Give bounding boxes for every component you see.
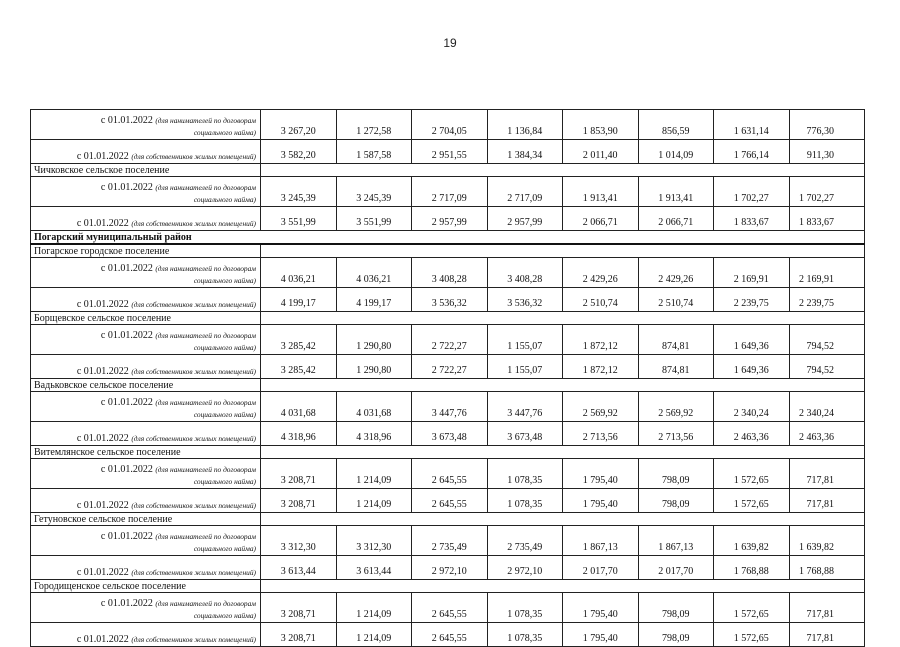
tariff-value-cell: 2 011,40	[563, 140, 639, 164]
row-label-line2	[35, 342, 256, 354]
tariff-value-cell: 1 572,65	[714, 623, 790, 647]
row-label-date: с 01.01.2022	[76, 433, 129, 444]
tariff-value-cell: 1 078,35	[487, 623, 563, 647]
tariff-value-cell: 1 639,82	[714, 526, 790, 556]
tariff-value-cell: 1 136,84	[487, 110, 563, 140]
settlement-row	[31, 312, 865, 325]
row-label-note: (для собственников жилых помещений)	[131, 152, 256, 161]
tariff-row-tenant	[31, 526, 865, 556]
tariff-value-cell: 3 245,39	[261, 177, 337, 207]
tariff-value-cell: 3 613,44	[261, 556, 337, 580]
row-label	[31, 288, 261, 312]
tariff-value-cell: 1 795,40	[563, 623, 639, 647]
row-label	[31, 556, 261, 580]
tariff-value-cell: 1 572,65	[714, 459, 790, 489]
tariff-value-cell: 1 833,67	[789, 207, 865, 231]
row-label-line1	[35, 182, 256, 194]
row-label-date: с 01.01.2022	[76, 567, 129, 578]
settlement-row-blank	[261, 164, 865, 177]
tariff-table-body	[31, 110, 865, 647]
tariff-row-owner	[31, 207, 865, 231]
tariff-value-cell: 2 066,71	[563, 207, 639, 231]
settlement-row-blank	[261, 244, 865, 258]
tariff-value-cell: 4 199,17	[336, 288, 412, 312]
tariff-value-cell: 2 569,92	[638, 392, 714, 422]
tariff-row-owner	[31, 489, 865, 513]
tariff-value-cell: 1 078,35	[487, 459, 563, 489]
tariff-value-cell: 1 214,09	[336, 489, 412, 513]
tariff-value-cell: 874,81	[638, 325, 714, 355]
tariff-value-cell: 2 957,99	[487, 207, 563, 231]
row-label-line1	[35, 330, 256, 342]
row-label-line1	[35, 263, 256, 275]
tariff-value-cell: 2 972,10	[487, 556, 563, 580]
row-label-note: социального найма)	[193, 195, 256, 204]
row-label-note: (для собственников жилых помещений)	[131, 434, 256, 443]
row-label-note: (для нанимателей по договорам	[155, 331, 256, 340]
tariff-value-cell: 3 285,42	[261, 355, 337, 379]
tariff-row-owner	[31, 623, 865, 647]
row-label	[31, 140, 261, 164]
tariff-value-cell: 798,09	[638, 593, 714, 623]
tariff-value-cell: 2 645,55	[412, 623, 488, 647]
tariff-value-cell: 3 673,48	[412, 422, 488, 446]
settlement-title: Борщевское сельское поселение	[31, 312, 261, 325]
tariff-value-cell: 1 078,35	[487, 489, 563, 513]
tariff-value-cell: 1 768,88	[789, 556, 865, 580]
tariff-value-cell: 3 312,30	[336, 526, 412, 556]
row-label-line1	[35, 115, 256, 127]
row-label-line1	[35, 531, 256, 543]
tariff-value-cell: 3 536,32	[412, 288, 488, 312]
row-label-note: (для нанимателей по договорам	[155, 183, 256, 192]
row-label-note: (для собственников жилых помещений)	[131, 501, 256, 510]
settlement-title: Погарское городское поселение	[31, 244, 261, 258]
row-label-line2	[35, 127, 256, 139]
row-label-date: с 01.01.2022	[100, 182, 153, 193]
tariff-row-owner	[31, 288, 865, 312]
row-label-date: с 01.01.2022	[100, 598, 153, 609]
tariff-value-cell: 1 913,41	[563, 177, 639, 207]
tariff-value-cell: 3 267,20	[261, 110, 337, 140]
tariff-row-tenant	[31, 177, 865, 207]
settlement-row-blank	[261, 312, 865, 325]
row-label	[31, 459, 261, 489]
row-label	[31, 489, 261, 513]
tariff-value-cell: 3 208,71	[261, 489, 337, 513]
tariff-value-cell: 3 208,71	[261, 459, 337, 489]
tariff-value-cell: 2 645,55	[412, 593, 488, 623]
tariff-row-tenant	[31, 325, 865, 355]
row-label-note: социального найма)	[193, 611, 256, 620]
tariff-value-cell: 2 340,24	[789, 392, 865, 422]
tariff-value-cell: 1 214,09	[336, 623, 412, 647]
tariff-value-cell: 4 031,68	[261, 392, 337, 422]
tariff-value-cell: 3 245,39	[336, 177, 412, 207]
tariff-value-cell: 3 551,99	[261, 207, 337, 231]
tariff-value-cell: 717,81	[789, 489, 865, 513]
tariff-value-cell: 4 031,68	[336, 392, 412, 422]
row-label	[31, 258, 261, 288]
tariff-value-cell: 4 199,17	[261, 288, 337, 312]
row-label-note: (для нанимателей по договорам	[155, 264, 256, 273]
row-label	[31, 325, 261, 355]
tariff-value-cell: 4 036,21	[261, 258, 337, 288]
row-label	[31, 623, 261, 647]
row-label-note: (для нанимателей по договорам	[155, 465, 256, 474]
tariff-value-cell: 1 587,58	[336, 140, 412, 164]
tariff-value-cell: 1 214,09	[336, 593, 412, 623]
tariff-value-cell: 1 631,14	[714, 110, 790, 140]
settlement-row	[31, 164, 865, 177]
tariff-value-cell: 4 318,96	[261, 422, 337, 446]
tariff-value-cell: 1 833,67	[714, 207, 790, 231]
tariff-row-owner	[31, 140, 865, 164]
tariff-value-cell: 2 569,92	[563, 392, 639, 422]
row-label-note: социального найма)	[193, 276, 256, 285]
settlement-row	[31, 580, 865, 593]
tariff-value-cell: 798,09	[638, 489, 714, 513]
row-label-line1	[35, 397, 256, 409]
tariff-value-cell: 3 408,28	[487, 258, 563, 288]
tariff-value-cell: 1 649,36	[714, 355, 790, 379]
tariff-value-cell: 1 867,13	[563, 526, 639, 556]
tariff-row-tenant	[31, 392, 865, 422]
tariff-value-cell: 3 673,48	[487, 422, 563, 446]
row-label-line2	[35, 194, 256, 206]
tariff-value-cell: 3 312,30	[261, 526, 337, 556]
row-label-note: социального найма)	[193, 544, 256, 553]
settlement-row-blank	[261, 513, 865, 526]
row-label-note: социального найма)	[193, 343, 256, 352]
tariff-value-cell: 1 766,14	[714, 140, 790, 164]
settlement-title: Чичковское сельское поселение	[31, 164, 261, 177]
row-label-date: с 01.01.2022	[100, 115, 153, 126]
tariff-value-cell: 1 014,09	[638, 140, 714, 164]
settlement-row-blank	[261, 580, 865, 593]
settlement-row	[31, 446, 865, 459]
tariff-value-cell: 1 702,27	[789, 177, 865, 207]
row-label-note: социального найма)	[193, 128, 256, 137]
tariff-value-cell: 1 078,35	[487, 593, 563, 623]
settlement-title: Городищенское сельское поселение	[31, 580, 261, 593]
tariff-value-cell: 4 318,96	[336, 422, 412, 446]
settlement-row-blank	[261, 379, 865, 392]
tariff-value-cell: 1 867,13	[638, 526, 714, 556]
row-label-note: (для нанимателей по договорам	[155, 116, 256, 125]
tariff-value-cell: 794,52	[789, 355, 865, 379]
row-label-note: (для нанимателей по договорам	[155, 532, 256, 541]
tariff-value-cell: 2 429,26	[563, 258, 639, 288]
tariff-value-cell: 1 290,80	[336, 355, 412, 379]
tariff-value-cell: 2 722,27	[412, 325, 488, 355]
tariff-value-cell: 717,81	[789, 593, 865, 623]
settlement-title: Гетуновское сельское поселение	[31, 513, 261, 526]
row-label-line2	[35, 543, 256, 555]
tariff-row-tenant	[31, 593, 865, 623]
tariff-value-cell: 1 872,12	[563, 355, 639, 379]
tariff-value-cell: 2 713,56	[563, 422, 639, 446]
tariff-value-cell: 2 645,55	[412, 489, 488, 513]
tariff-value-cell: 1 768,88	[714, 556, 790, 580]
tariff-value-cell: 2 951,55	[412, 140, 488, 164]
row-label-note: социального найма)	[193, 410, 256, 419]
tariff-value-cell: 2 239,75	[714, 288, 790, 312]
tariff-value-cell: 1 272,58	[336, 110, 412, 140]
row-label	[31, 526, 261, 556]
district-title: Погарский муниципальный район	[31, 231, 865, 245]
row-label-date: с 01.01.2022	[76, 151, 129, 162]
tariff-value-cell: 1 872,12	[563, 325, 639, 355]
tariff-value-cell: 3 408,28	[412, 258, 488, 288]
tariff-value-cell: 2 463,36	[714, 422, 790, 446]
row-label	[31, 355, 261, 379]
row-label-note: (для собственников жилых помещений)	[131, 568, 256, 577]
tariff-value-cell: 3 551,99	[336, 207, 412, 231]
tariff-value-cell: 3 613,44	[336, 556, 412, 580]
tariff-row-tenant	[31, 459, 865, 489]
row-label-line2	[35, 476, 256, 488]
tariff-value-cell: 2 713,56	[638, 422, 714, 446]
tariff-value-cell: 4 036,21	[336, 258, 412, 288]
tariff-value-cell: 1 639,82	[789, 526, 865, 556]
tariff-value-cell: 1 795,40	[563, 459, 639, 489]
tariff-value-cell: 3 536,32	[487, 288, 563, 312]
settlement-row	[31, 513, 865, 526]
tariff-value-cell: 2 510,74	[638, 288, 714, 312]
tariff-value-cell: 2 239,75	[789, 288, 865, 312]
tariff-value-cell: 2 717,09	[487, 177, 563, 207]
row-label	[31, 177, 261, 207]
tariff-value-cell: 2 735,49	[487, 526, 563, 556]
row-label-note: (для нанимателей по договорам	[155, 398, 256, 407]
row-label-line1	[35, 598, 256, 610]
tariff-value-cell: 717,81	[789, 623, 865, 647]
row-label-line2	[35, 610, 256, 622]
tariff-value-cell: 2 735,49	[412, 526, 488, 556]
tariff-row-owner	[31, 422, 865, 446]
row-label	[31, 422, 261, 446]
tariff-value-cell: 2 717,09	[412, 177, 488, 207]
row-label-note: (для собственников жилых помещений)	[131, 635, 256, 644]
row-label-line2	[35, 275, 256, 287]
tariff-row-tenant	[31, 258, 865, 288]
settlement-row	[31, 379, 865, 392]
tariff-value-cell: 1 384,34	[487, 140, 563, 164]
tariff-value-cell: 1 795,40	[563, 593, 639, 623]
tariff-value-cell: 3 208,71	[261, 593, 337, 623]
row-label-note: (для собственников жилых помещений)	[131, 367, 256, 376]
tariff-value-cell: 3 447,76	[487, 392, 563, 422]
tariff-value-cell: 794,52	[789, 325, 865, 355]
row-label-note: (для собственников жилых помещений)	[131, 300, 256, 309]
tariff-value-cell: 874,81	[638, 355, 714, 379]
tariff-row-owner	[31, 556, 865, 580]
tariff-value-cell: 2 429,26	[638, 258, 714, 288]
row-label-note: социального найма)	[193, 477, 256, 486]
row-label-note: (для собственников жилых помещений)	[131, 219, 256, 228]
tariff-value-cell: 1 649,36	[714, 325, 790, 355]
tariff-value-cell: 2 017,70	[563, 556, 639, 580]
row-label-line2	[35, 409, 256, 421]
tariff-value-cell: 1 572,65	[714, 593, 790, 623]
tariff-value-cell: 2 722,27	[412, 355, 488, 379]
tariff-value-cell: 2 169,91	[714, 258, 790, 288]
tariff-value-cell: 2 510,74	[563, 288, 639, 312]
page-number: 19	[443, 36, 457, 50]
row-label-date: с 01.01.2022	[76, 299, 129, 310]
tariff-value-cell: 717,81	[789, 459, 865, 489]
tariff-value-cell: 3 285,42	[261, 325, 337, 355]
row-label-date: с 01.01.2022	[76, 634, 129, 645]
settlement-row-blank	[261, 446, 865, 459]
tariff-value-cell: 798,09	[638, 623, 714, 647]
settlement-row	[31, 244, 865, 258]
tariff-value-cell: 3 447,76	[412, 392, 488, 422]
district-row	[31, 231, 865, 245]
row-label-date: с 01.01.2022	[100, 464, 153, 475]
tariff-value-cell: 1 290,80	[336, 325, 412, 355]
tariff-value-cell: 2 972,10	[412, 556, 488, 580]
tariff-value-cell: 2 645,55	[412, 459, 488, 489]
tariff-value-cell: 798,09	[638, 459, 714, 489]
row-label-date: с 01.01.2022	[100, 330, 153, 341]
tariff-value-cell: 3 582,20	[261, 140, 337, 164]
tariff-value-cell: 1 155,07	[487, 325, 563, 355]
tariff-value-cell: 2 463,36	[789, 422, 865, 446]
row-label-date: с 01.01.2022	[100, 397, 153, 408]
tariff-value-cell: 2 066,71	[638, 207, 714, 231]
tariff-value-cell: 1 702,27	[714, 177, 790, 207]
tariff-value-cell: 776,30	[789, 110, 865, 140]
row-label	[31, 110, 261, 140]
tariff-value-cell: 2 957,99	[412, 207, 488, 231]
tariff-table	[30, 109, 865, 647]
row-label-date: с 01.01.2022	[76, 366, 129, 377]
tariff-value-cell: 1 853,90	[563, 110, 639, 140]
row-label-date: с 01.01.2022	[100, 531, 153, 542]
tariff-value-cell: 2 340,24	[714, 392, 790, 422]
tariff-value-cell: 2 169,91	[789, 258, 865, 288]
tariff-value-cell: 911,30	[789, 140, 865, 164]
tariff-row-owner	[31, 355, 865, 379]
tariff-value-cell: 1 214,09	[336, 459, 412, 489]
settlement-title: Вадьковское сельское поселение	[31, 379, 261, 392]
tariff-value-cell: 1 572,65	[714, 489, 790, 513]
tariff-value-cell: 2 017,70	[638, 556, 714, 580]
tariff-value-cell: 1 913,41	[638, 177, 714, 207]
row-label	[31, 392, 261, 422]
row-label-date: с 01.01.2022	[76, 218, 129, 229]
row-label	[31, 593, 261, 623]
row-label-date: с 01.01.2022	[100, 263, 153, 274]
row-label	[31, 207, 261, 231]
tariff-value-cell: 1 155,07	[487, 355, 563, 379]
tariff-value-cell: 3 208,71	[261, 623, 337, 647]
settlement-title: Витемлянское сельское поселение	[31, 446, 261, 459]
tariff-value-cell: 856,59	[638, 110, 714, 140]
row-label-date: с 01.01.2022	[76, 500, 129, 511]
tariff-value-cell: 2 704,05	[412, 110, 488, 140]
tariff-row-tenant	[31, 110, 865, 140]
row-label-line1	[35, 464, 256, 476]
row-label-note: (для нанимателей по договорам	[155, 599, 256, 608]
tariff-value-cell: 1 795,40	[563, 489, 639, 513]
